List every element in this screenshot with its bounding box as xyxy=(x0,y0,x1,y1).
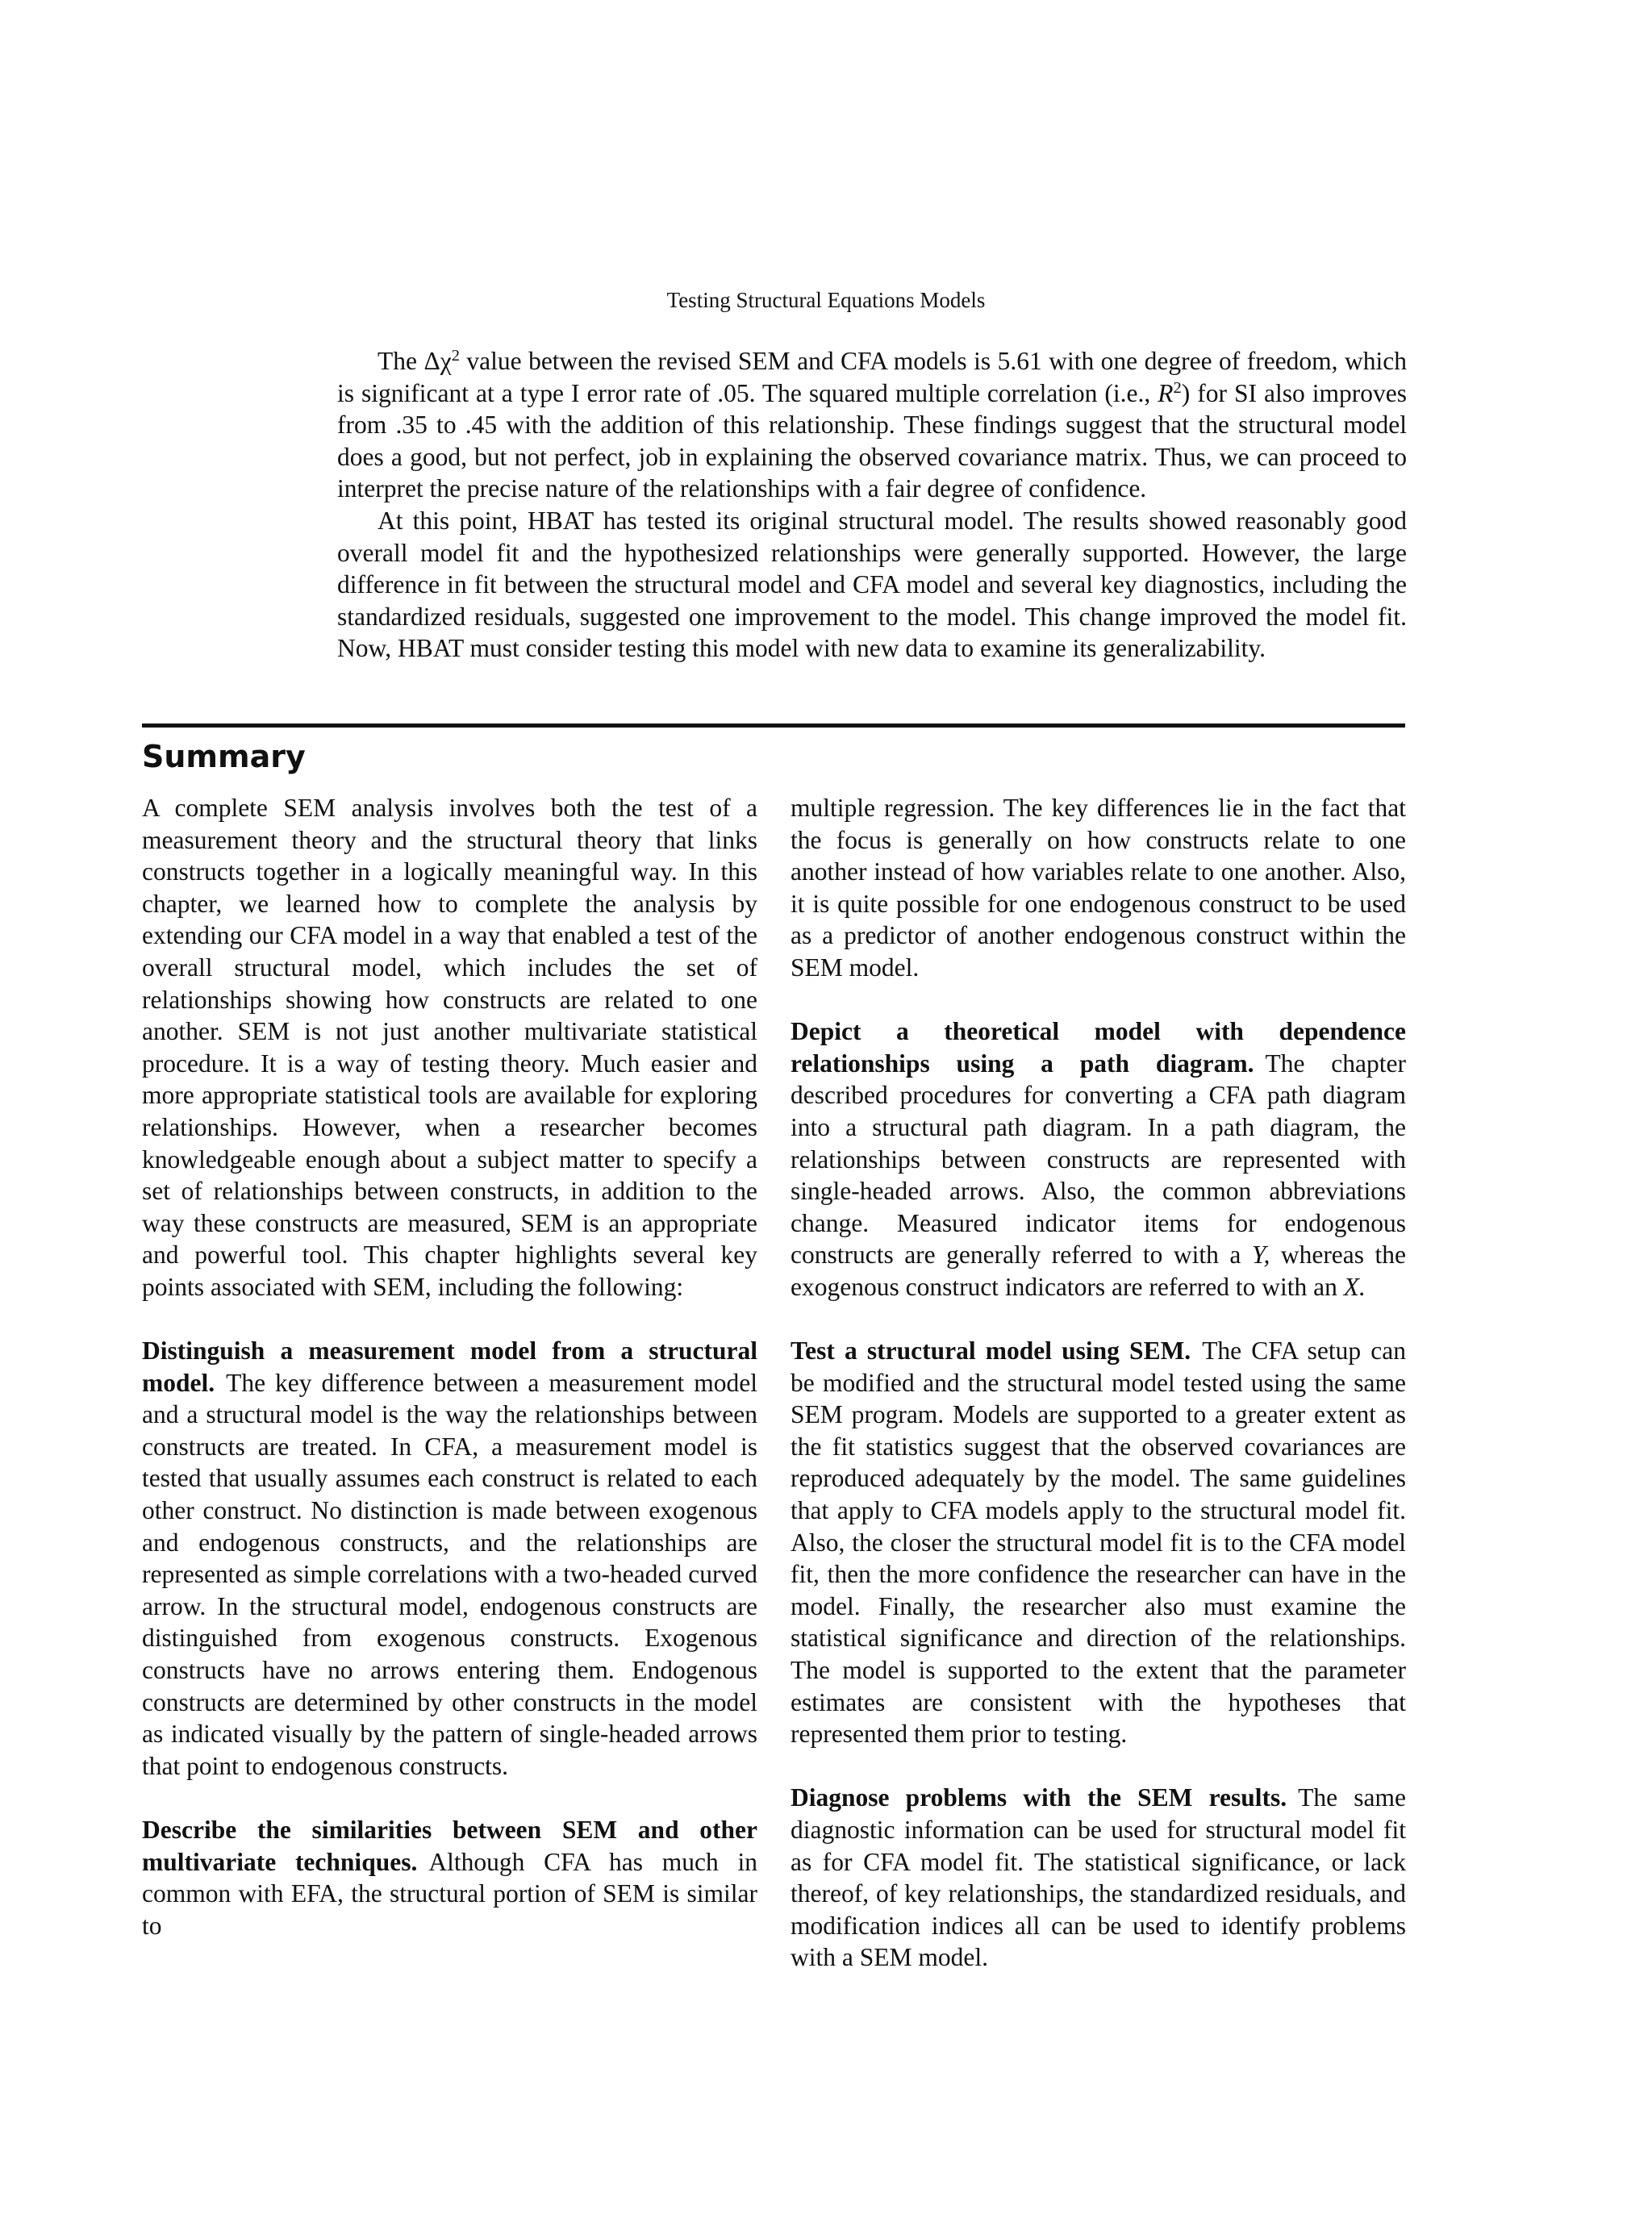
intro-text xyxy=(337,345,1407,665)
summary-point-5: Diagnose problems with the SEM results. The same diagnostic information can be used for structural model fit as for CFA model fit. The statistical significance, or lack thereof, of key relationships, the standardized residuals, and modification indices all can be used to identify problems with a SEM model. xyxy=(791,1783,1406,1972)
intro-paragraph-1: The $\Delta\chi^2$ value between the revised SEM and CFA models is 5.61 with one degree of freedom, which is significant at a type I error rate of .05. The squared multiple correlation (i.e., $R^2$) for SI also improves from .35 to .45 with the addition of this relationship. These findings suggest that the structural model does a good, but not perfect, job in explaining the observed covariance matrix. Thus, we can proceed to interpret the precise nature of the relationships with a fair degree of confidence. xyxy=(337,346,1408,503)
section-divider xyxy=(142,723,1405,728)
point-lead: Depict a theoretical model with dependence relationships using a path diagram. xyxy=(791,1017,1406,1078)
summary-column-left xyxy=(142,792,757,1941)
summary-point-4: Test a structural model using SEM. The CFA setup can be modified and the structural model tested using the same SEM program. Models are supported to a greater extent as the fit statistics suggest that the observed covariances are reproduced adequately by the model. The same guidelines that apply to CFA models apply to the structural model fit. Also, the closer the structural model fit is to the CFA model fit, then the more confidence the researcher can have in the model. Finally, the researcher also must examine the statistical significance and direction of the relationships. The model is supported to the extent that the parameter estimates are consistent with the hypotheses that represented them prior to testing. xyxy=(791,1336,1406,1749)
point-lead: Test a structural model using SEM. xyxy=(791,1336,1191,1366)
point-lead: Diagnose problems with the SEM results. xyxy=(791,1783,1287,1812)
summary-heading: Summary xyxy=(142,739,306,774)
summary-intro-paragraph: A complete SEM analysis involves both the test of a measurement theory and the structural theory that links constructs together in a logically meaningful way. In this chapter, we learned how to complete the analysis by extending our CFA model in a way that enabled a test of the overall structural model, which includes the set of relationships showing how constructs are related to one another. SEM is not just another multivariate statistical procedure. It is a way of testing theory. Much easier and more appropriate statistical tools are available for exploring relationships. However, when a researcher becomes knowledgeable enough about a subject matter to specify a set of relationships between constructs, in addition to the way these constructs are measured, SEM is an appropriate and powerful tool. This chapter highlights several key points associated with SEM, including the following: xyxy=(142,794,757,1301)
summary-column-right xyxy=(791,792,1406,1974)
summary-point-2-continued: multiple regression. The key differences lie in the fact that the focus is generally on how constructs relate to one another instead of how variables relate to one another. Also, it is quite possible for one endogenous construct to be used as a predictor of another endogenous construct within the SEM model. xyxy=(791,794,1406,982)
running-header: Testing Structural Equations Models xyxy=(666,288,986,312)
point-lead: Distinguish a measurement model from a structural model. xyxy=(142,1336,757,1397)
summary-point-2: Describe the similarities between SEM and other multivariate techniques. Although CFA has much in common with EFA, the structural portion of SEM is similar to xyxy=(142,1816,757,1940)
point-lead: Describe the similarities between SEM and other multivariate techniques. xyxy=(142,1816,757,1876)
intro-paragraph-2: At this point, HBAT has tested its original structural model. The results showed reasonably good overall model fit and the hypothesized relationships were generally supported. However, the large difference in fit between the structural model and CFA model and several key diagnostics, including the standardized residuals, suggested one improvement to the model. This change improved the model fit. Now, HBAT must consider testing this model with new data to examine its generalizability. xyxy=(337,506,1407,663)
summary-point-1: Distinguish a measurement model from a structural model. The key difference between a measurement model and a structural model is the way the relationships between constructs are treated. In CFA, a measurement model is tested that usually assumes each construct is related to each other construct. No distinction is made between exogenous and endogenous constructs, and the relationships are represented as simple correlations with a two-headed curved arrow. In the structural model, endogenous constructs are distinguished from exogenous constructs. Exogenous constructs have no arrows entering them. Endogenous constructs are determined by other constructs in the model as indicated visually by the pattern of single-headed arrows that point to endogenous constructs. xyxy=(142,1336,757,1780)
summary-point-3: Depict a theoretical model with dependence relationships using a path diagram. The chapter described procedures for converting a CFA path diagram into a structural path diagram. In a path diagram, the relationships between constructs are represented with single-headed arrows. Also, the common abbreviations change. Measured indicator items for endogenous constructs are generally referred to with a Y, whereas the exogenous construct indicators are referred to with an X. xyxy=(791,1017,1406,1301)
